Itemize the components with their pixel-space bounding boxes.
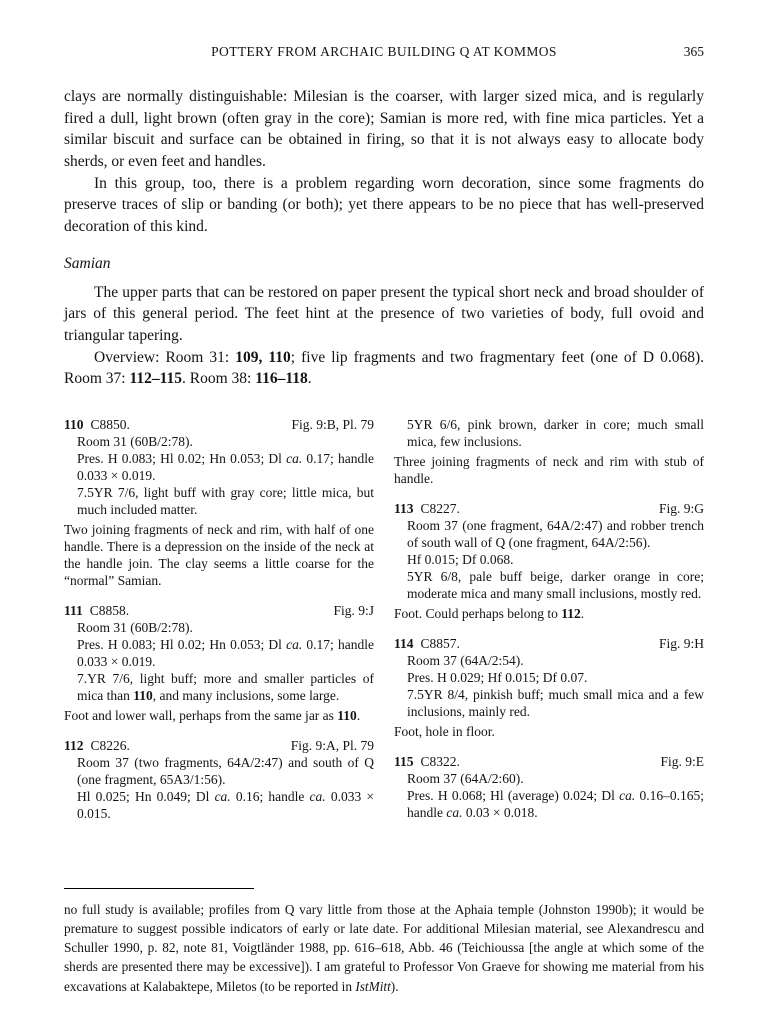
entry-detail: 5YR 6/8, pale buff beige, darker orange in core; moderate mica and many small inclusions, mostly red.	[407, 568, 704, 601]
entry-detail: 7.5YR 7/6, light buff with gray core; little mica, but much included matter.	[77, 484, 374, 517]
section-heading-samian: Samian	[64, 254, 111, 272]
entry-header	[64, 602, 374, 619]
running-title: POTTERY FROM ARCHAIC BUILDING Q AT KOMMOS	[211, 44, 557, 59]
entry-description: Three joining fragments of neck and rim with stub of handle.	[394, 453, 704, 486]
catalog-columns	[64, 416, 704, 835]
catalog-entry-110	[64, 416, 374, 589]
entry-number: 112	[64, 737, 84, 753]
entry-figure-ref: Fig. 9:B, Pl. 79	[291, 416, 374, 432]
entry-catalog-number: C8226.	[90, 737, 130, 753]
entry-detail: Room 37 (two fragments, 64A/2:47) and south of Q (one fragment, 65A3/1:56).	[77, 754, 374, 787]
entry-header	[394, 753, 704, 770]
catalog-column-left	[64, 416, 374, 835]
entry-header	[64, 737, 374, 754]
entry-description: Foot, hole in floor.	[394, 723, 495, 739]
catalog-entry-112	[64, 737, 374, 822]
entry-detail: Pres. H 0.068; Hl (average) 0.024; Dl ca. 0.16–0.165; handle ca. 0.03 × 0.018.	[407, 787, 704, 820]
catalog-column-right	[394, 416, 704, 835]
footnote-divider	[64, 888, 254, 889]
entry-catalog-number: C8850.	[90, 416, 130, 432]
footnote-block	[64, 888, 704, 996]
entry-detail: Hf 0.015; Df 0.068.	[407, 551, 514, 567]
entry-detail: Room 31 (60B/2:78).	[77, 433, 193, 449]
entry-figure-ref: Fig. 9:G	[658, 500, 704, 516]
catalog-entry-111	[64, 602, 374, 724]
entry-figure-ref: Fig. 9:A, Pl. 79	[290, 737, 374, 753]
catalog-entry-112-continuation	[394, 416, 704, 487]
catalog-entry-115	[394, 753, 704, 821]
entry-details	[394, 652, 704, 720]
entry-details	[64, 433, 374, 518]
entry-figure-ref: Fig. 9:J	[333, 602, 374, 618]
intro-section	[64, 86, 704, 390]
entry-detail: 7.5YR 8/4, pinkish buff; much small mica and a few inclusions, mainly red.	[407, 686, 704, 719]
entry-number: 111	[64, 602, 83, 618]
intro-paragraph-3: The upper parts that can be restored on paper present the typical short neck and broad shoulder of jars of this general period. The feet hint at the presence of two varieties of body, full ovoid and triangular tapering.	[64, 283, 704, 344]
entry-detail: Hl 0.025; Hn 0.049; Dl ca. 0.16; handle ca. 0.033 × 0.015.	[77, 788, 374, 821]
entry-description: Foot and lower wall, perhaps from the same jar as 110.	[64, 707, 361, 723]
running-head	[64, 44, 704, 60]
entry-header	[394, 500, 704, 517]
entry-details	[394, 770, 704, 821]
entry-description: Foot. Could perhaps belong to 112.	[394, 605, 585, 621]
page-number: 365	[683, 44, 704, 59]
entry-number: 115	[394, 753, 414, 769]
entry-number: 113	[394, 500, 414, 516]
intro-paragraph-2: In this group, too, there is a problem regarding worn decoration, since some fragments do preserve traces of slip or banding (or both); yet there appears to be no piece that has well-preserved decoration of this kind.	[64, 174, 704, 236]
entry-detail: Room 37 (one fragment, 64A/2:47) and robber trench of south wall of Q (one fragment, 64A/2:56).	[407, 517, 704, 550]
catalog-entry-114	[394, 635, 704, 740]
entry-details	[394, 517, 704, 602]
entry-header	[394, 635, 704, 652]
entry-catalog-number: C8227.	[420, 500, 460, 516]
entry-detail: 5YR 6/6, pink brown, darker in core; much small mica, few inclusions.	[407, 416, 704, 449]
entry-catalog-number: C8857.	[420, 635, 460, 651]
entry-detail: Room 37 (64A/2:54).	[407, 652, 524, 668]
entry-number: 114	[394, 635, 414, 651]
entry-detail: Pres. H 0.083; Hl 0.02; Hn 0.053; Dl ca. 0.17; handle 0.033 × 0.019.	[77, 450, 374, 483]
entry-header	[64, 416, 374, 433]
entry-number: 110	[64, 416, 84, 432]
entry-detail: 7.YR 7/6, light buff; more and smaller particles of mica than 110, and many inclusions, some large.	[77, 670, 374, 703]
entry-figure-ref: Fig. 9:H	[658, 635, 704, 651]
footnote-text: no full study is available; profiles from Q vary little from those at the Aphaia temple (Johnston 1990b); it would be premature to suggest possible indicators of early or late date. For additional Milesian material, see Alexandrescu and Schuller 1990, p. 82, note 81, Voigtländer 1988, pp. 616–618, Abb. 46 (Teichioussa [the angle at which some of the sherds are presented there may be excessive]). I am grateful to Professor Von Graeve for showing me material from his excavations at Kalabaktepe, Miletos (to be reported in IstMitt).	[64, 901, 704, 994]
entry-catalog-number: C8858.	[89, 602, 130, 618]
entry-details	[64, 619, 374, 704]
entry-detail: Pres. H 0.029; Hf 0.015; Df 0.07.	[407, 669, 588, 685]
overview-paragraph: Overview: Room 31: 109, 110; five lip fragments and two fragmentary feet (one of D 0.068). Room 37: 112–115. Room 38: 116–118.	[64, 348, 704, 388]
entry-description: Two joining fragments of neck and rim, with half of one handle. There is a depression on the inside of the neck at the handle join. The clay seems a little coarse for the “normal” Samian.	[64, 521, 374, 588]
entry-catalog-number: C8322.	[420, 753, 460, 769]
entry-detail: Room 37 (64A/2:60).	[407, 770, 524, 786]
entry-details	[64, 754, 374, 822]
entry-figure-ref: Fig. 9:E	[660, 753, 704, 769]
entry-detail: Room 31 (60B/2:78).	[77, 619, 193, 635]
entry-detail: Pres. H 0.083; Hl 0.02; Hn 0.053; Dl ca. 0.17; handle 0.033 × 0.019.	[77, 636, 374, 669]
catalog-entry-113	[394, 500, 704, 622]
intro-paragraph-1: clays are normally distinguishable: Milesian is the coarser, with larger sized mica, and is regularly fired a dull, light brown (often gray in the core); Samian is more red, with fine mica particles. Yet a similar biscuit and surface can be obtained in firing, so that it is not always easy to allocate body sherds, or even feet and handles.	[64, 88, 704, 171]
